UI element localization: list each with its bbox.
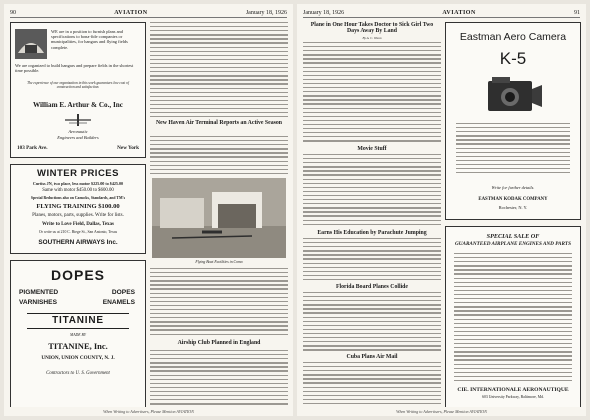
right-date: January 18, 1926 [303, 9, 345, 16]
article-text-block [303, 362, 441, 406]
flying-boat-photo [152, 178, 286, 258]
arthur-ad [10, 22, 146, 158]
titanine-contractor: Contractors to U. S. Government [46, 371, 110, 376]
cuba-headline: Cuba Plans Air Mail [346, 354, 398, 360]
special-sale-company: CIE. INTERNATIONALE AERONAUTIQUE [457, 387, 569, 393]
parachute-headline: Earns His Education by Parachute Jumping [317, 230, 427, 236]
left-article-column [150, 20, 288, 407]
arthur-note: The experience of our organization in this work guarantees low cost of construction and satisfaction. [27, 81, 129, 90]
seaplane-illustration [63, 111, 93, 129]
arthur-role2: Engineers and Builders [57, 135, 99, 140]
winter-line-4: FLYING TRAINING $100.00 [36, 203, 120, 210]
aero-camera-icon [480, 75, 546, 117]
special-sale-ad [445, 226, 581, 407]
hangar-icon [15, 29, 47, 59]
new-haven-headline: New Haven Air Terminal Reports an Active Season [156, 120, 282, 126]
arthur-line2: We are organized to build hangars and prepare fields in the shortest time possible. [15, 63, 134, 74]
arthur-intro: WE are in a position to furnish plans and specifications to bona-fide companies or municipalities, for hangars and flying fields complete. [51, 29, 128, 50]
hangar-illustration [15, 29, 47, 59]
winter-line-2: Same with motor $450.00 to $600.00 [42, 188, 114, 193]
southern-airways-ad [10, 164, 146, 254]
left-page-header [10, 8, 287, 18]
titanine-ad [10, 260, 146, 407]
flying-boat-hangar-image [152, 178, 286, 258]
eastman-tagline: Write for further details. [491, 185, 535, 190]
right-page [297, 4, 586, 416]
eastman-title: Eastman Aero Camera [459, 31, 567, 43]
dopes-varnishes: VARNISHES [19, 299, 57, 306]
dopes-enamels: ENAMELS [102, 299, 135, 306]
article-text-block [303, 292, 441, 352]
plane-doctor-headline: Plane in One Hour Takes Doctor to Sick Girl Two Days Away By Land [310, 22, 434, 35]
left-page-number: 90 [10, 9, 16, 16]
left-ad-column [10, 20, 146, 407]
airplane-icon [63, 111, 93, 129]
right-article-column [303, 20, 441, 407]
florida-headline: Florida Board Planes Collide [336, 284, 408, 290]
dopes-dopes: DOPES [111, 289, 135, 296]
winter-prices-title: WINTER PRICES [37, 168, 119, 179]
left-page [4, 4, 293, 416]
article-text-block [303, 42, 441, 144]
titanine-logo-band [27, 313, 129, 329]
arthur-role1: Aeronautic [68, 129, 88, 134]
winter-line-6: Write to Love Field, Dallas, Texas [42, 222, 114, 227]
movie-stuff-headline: Movie Stuff [357, 146, 387, 152]
article-text-block [150, 268, 288, 338]
arthur-company-name: William E. Arthur & Co., Inc [33, 101, 123, 109]
photo-caption: Flying Boat Facilities in Como [195, 260, 243, 264]
right-page-footer: When Writing to Advertisers, Please Mention AVIATION [396, 409, 487, 414]
right-magazine-title: AVIATION [442, 9, 476, 16]
right-ad-column [445, 20, 581, 407]
arthur-address: 103 Park Ave. [17, 145, 48, 151]
plane-doctor-byline: By A. C. Olson [362, 36, 382, 40]
eastman-model: K-5 [499, 49, 527, 68]
article-text-block [150, 22, 288, 118]
left-page-footer: When Writing to Advertisers, Please Mention AVIATION [103, 409, 194, 414]
right-page-header [303, 8, 580, 18]
article-text-block [150, 350, 288, 406]
article-text-block [150, 136, 288, 174]
dopes-title: DOPES [50, 267, 105, 283]
titanine-brand: TITANINE [52, 315, 104, 326]
eastman-ad [445, 22, 581, 220]
article-text-block [303, 238, 441, 282]
special-sale-subtitle: GUARANTEED AIRPLANE ENGINES AND PARTS [455, 241, 571, 247]
winter-line-3: Special Reductions also on Canucks, Standards, and TM's [30, 196, 126, 200]
camera-illustration [480, 75, 546, 117]
winter-line-1: Curtiss JN, two place, less motor $225.00 to $425.00 [32, 181, 124, 186]
special-sale-address: 603 University Parkway, Baltimore, Md. [482, 395, 544, 399]
titanine-maker: TITANINE, Inc. [48, 341, 108, 351]
article-text-block [303, 154, 441, 228]
left-magazine-title: AVIATION [114, 9, 148, 16]
left-date: January 18, 1926 [245, 9, 287, 16]
eastman-city: Rochester, N. Y. [498, 205, 528, 210]
winter-line-5: Planes, motors, parts, supplies. Write for lists. [32, 213, 124, 218]
price-list-text [454, 253, 572, 385]
dopes-pigmented: PIGMENTED [19, 289, 59, 296]
titanine-made-by: MADE BY [70, 333, 86, 337]
arthur-city: New York [117, 145, 139, 151]
eastman-body-text [456, 123, 570, 181]
right-page-number: 91 [574, 9, 580, 16]
special-sale-title: SPECIAL SALE OF [486, 233, 540, 240]
airship-club-headline: Airship Club Planned in England [177, 340, 261, 346]
eastman-company: EASTMAN KODAK COMPANY [478, 197, 548, 202]
winter-line-7: Or write us at 210 C. Biege St., San Antonio, Texas [38, 230, 118, 234]
southern-airways-name: SOUTHERN AIRWAYS Inc. [38, 239, 118, 246]
titanine-place: UNION, UNION COUNTY, N. J. [41, 355, 115, 361]
